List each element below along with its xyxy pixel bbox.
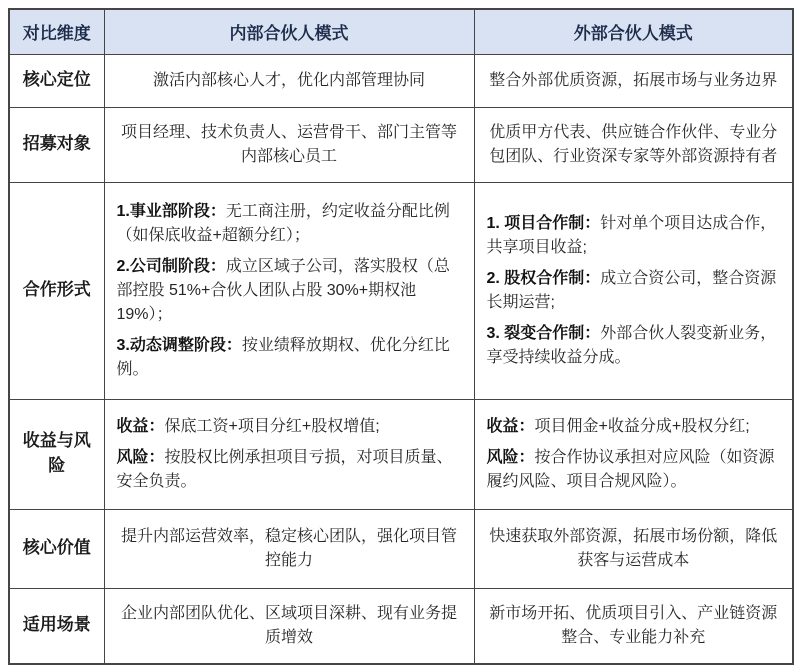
internal-model-cell [104, 588, 474, 664]
cell-paragraph: 新市场开拓、优质项目引入、产业链资源整合、专业能力补充 [489, 604, 778, 646]
cell-paragraph: 3.动态调整阶段：按业绩释放期权、优化分红比例。 [116, 336, 450, 378]
dimension-label: 适用场景 [9, 588, 104, 664]
external-model-cell [474, 182, 793, 399]
cell-paragraph: 企业内部团队优化、区域项目深耕、现有业务提质增效 [120, 604, 457, 646]
table-row [9, 588, 793, 664]
external-model-cell [474, 509, 793, 588]
table-row [9, 399, 793, 509]
cell-paragraph: 整合外部优质资源，拓展市场与业务边界 [489, 71, 778, 89]
partner-model-comparison-table [8, 8, 794, 665]
cell-paragraph: 收益：项目佣金+收益分成+股权分红; [486, 417, 750, 435]
internal-model-cell [104, 182, 474, 399]
internal-model-cell [104, 107, 474, 182]
table-row [9, 182, 793, 399]
dimension-label: 核心价值 [9, 509, 104, 588]
dimension-label: 核心定位 [9, 54, 104, 107]
header-cell-external-model: 外部合伙人模式 [474, 9, 793, 54]
header-cell-internal-model: 内部合伙人模式 [104, 9, 474, 54]
cell-paragraph: 收益：保底工资+项目分红+股权增值; [116, 417, 380, 435]
header-cell-dimension: 对比维度 [9, 9, 104, 54]
table-row [9, 54, 793, 107]
cell-paragraph: 项目经理、技术负责人、运营骨干、部门主管等内部核心员工 [120, 123, 457, 165]
dimension-label: 招募对象 [9, 107, 104, 182]
cell-paragraph: 3. 裂变合作制：外部合伙人裂变新业务，享受持续收益分成。 [486, 324, 777, 366]
internal-model-cell [104, 399, 474, 509]
cell-paragraph: 2.公司制阶段：成立区域子公司，落实股权（总部控股 51%+合伙人团队占股 30%+期权池 19%）； [116, 257, 450, 323]
cell-paragraph: 2. 股权合作制：成立合资公司，整合资源长期运营; [486, 269, 777, 311]
internal-model-cell [104, 54, 474, 107]
cell-paragraph: 提升内部运营效率，稳定核心团队，强化项目管控能力 [120, 527, 457, 569]
cell-paragraph: 激活内部核心人才，优化内部管理协同 [152, 71, 425, 89]
cell-paragraph: 快速获取外部资源，拓展市场份额，降低获客与运营成本 [489, 527, 778, 569]
external-model-cell [474, 588, 793, 664]
cell-paragraph: 风险：按股权比例承担项目亏损，对项目质量、安全负责。 [116, 448, 453, 490]
cell-paragraph: 1.事业部阶段：无工商注册，约定收益分配比例（如保底收益+超额分红）； [116, 202, 450, 244]
external-model-cell [474, 399, 793, 509]
dimension-label: 合作形式 [9, 182, 104, 399]
table-body [9, 54, 793, 664]
cell-paragraph: 优质甲方代表、供应链合作伙伴、专业分包团队、行业资深专家等外部资源持有者 [489, 123, 778, 165]
cell-paragraph: 风险：按合作协议承担对应风险（如资源履约风险、项目合规风险）。 [486, 448, 775, 490]
cell-paragraph: 1. 项目合作制：针对单个项目达成合作，共享项目收益; [486, 214, 777, 256]
table-row [9, 107, 793, 182]
table-row [9, 509, 793, 588]
internal-model-cell [104, 509, 474, 588]
external-model-cell [474, 107, 793, 182]
dimension-label: 收益与风险 [9, 399, 104, 509]
table-header-row [9, 9, 793, 54]
external-model-cell [474, 54, 793, 107]
